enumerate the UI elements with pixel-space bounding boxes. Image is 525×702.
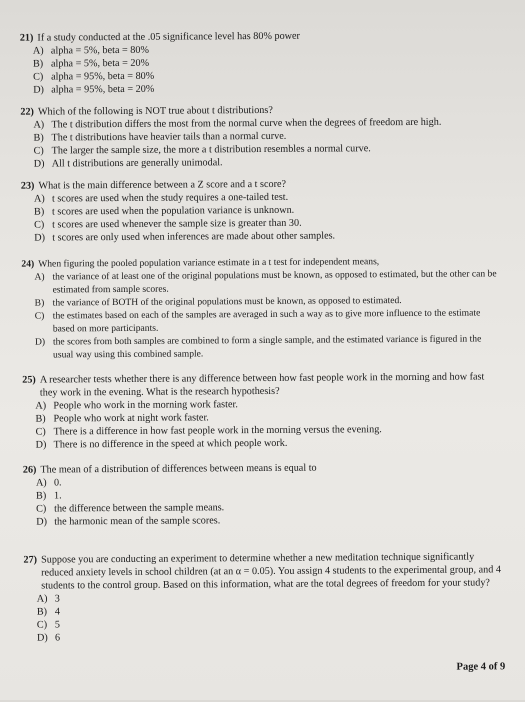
option-letter: A) <box>34 271 45 283</box>
option-text: the scores from both samples are combined to form a single sample, and the estimated variance is figured in the usual way using this combined sample. <box>52 333 482 361</box>
option-a <box>21 267 501 296</box>
question-number: 21) <box>19 32 34 44</box>
option-d <box>21 228 501 244</box>
option-letter: C) <box>35 426 46 438</box>
option-letter: A) <box>32 45 44 57</box>
option-text: t scores are only used when inferences are made about other samples. <box>52 230 336 244</box>
question-text: Suppose you are conducting an experiment to determine whether a new meditation technique significantly reduced anxiety levels in school children (at an α = 0.05). You assign 4 students to the experimental group, and 4 students to the control group. Based on this information, what are the total degrees of freedom for your study? <box>41 551 501 592</box>
option-text: There is no difference in the speed at which people work. <box>53 437 288 451</box>
option-letter: A) <box>35 477 47 489</box>
option-text: 1. <box>53 490 62 502</box>
option-letter: D) <box>33 158 45 170</box>
question-number: 24) <box>21 258 35 270</box>
question-26 <box>23 460 503 528</box>
question-number: 23) <box>20 180 35 192</box>
option-letter: B) <box>34 297 45 309</box>
question-23 <box>21 176 501 244</box>
option-letter: B) <box>33 206 45 218</box>
option-letter: C) <box>33 71 44 83</box>
option-text: the difference between the sample means. <box>54 502 225 515</box>
option-text: alpha = 5%, beta = 20% <box>50 57 150 70</box>
option-letter: D) <box>33 84 44 96</box>
question-stem <box>22 370 502 399</box>
question-text: If a study conducted at the .05 significance level has 80% power <box>37 30 300 44</box>
option-d <box>23 435 503 451</box>
question-number: 25) <box>22 374 36 386</box>
option-letter: B) <box>33 132 44 144</box>
option-c <box>22 306 502 335</box>
option-text: t scores are used when the population variance is unknown. <box>51 204 295 218</box>
option-letter: D) <box>34 232 46 244</box>
option-text: All t distributions are generally unimodal. <box>51 157 223 170</box>
option-letter: C) <box>34 219 45 231</box>
option-text: the estimates based on each of the samples are averaged in such a way as to give more influence to the estimate based on more participants. <box>52 307 481 335</box>
option-text: the harmonic mean of the sample scores. <box>54 515 221 528</box>
question-22 <box>20 102 500 170</box>
question-stem <box>23 550 505 592</box>
option-text: t scores are used when the study requires a one-tailed test. <box>51 191 289 205</box>
option-letter: D) <box>34 336 46 348</box>
question-text: A researcher tests whether there is any difference between how fast people work in the morning and how fast they work in the evening. What is the research hypothesis? <box>39 371 485 399</box>
option-text: There is a difference in how fast people work in the morning versus the evening. <box>53 424 382 438</box>
question-number: 22) <box>20 106 34 118</box>
option-letter: D) <box>36 632 48 644</box>
option-letter: C) <box>34 310 45 322</box>
page-number: Page 4 of 9 <box>456 661 506 673</box>
option-letter: C) <box>33 145 44 157</box>
option-text: 4 <box>54 606 60 618</box>
option-text: the variance of BOTH of the original populations must be known, as opposed to estimated. <box>52 295 402 309</box>
option-letter: B) <box>35 413 46 425</box>
question-number: 26) <box>22 464 37 476</box>
question-text: The mean of a distribution of differences between means is equal to <box>40 462 317 476</box>
option-text: The t distribution differs the most from the normal curve when the degrees of freedom are high. <box>51 116 442 131</box>
option-text: The larger the sample size, the more a t distribution resembles a normal curve. <box>51 143 371 157</box>
option-text: alpha = 5%, beta = 80% <box>50 44 150 57</box>
option-letter: D) <box>35 439 47 451</box>
option-letter: C) <box>36 503 47 515</box>
question-text: What is the main difference between a Z score and a t score? <box>38 178 287 192</box>
question-25 <box>22 370 503 451</box>
option-letter: A) <box>35 400 47 412</box>
option-letter: B) <box>32 58 44 70</box>
option-letter: A) <box>33 119 45 131</box>
option-d <box>23 512 503 528</box>
option-letter: D) <box>36 516 47 528</box>
option-text: t scores are used whenever the sample size is greater than 30. <box>52 217 302 231</box>
question-21 <box>20 28 500 96</box>
option-d <box>21 154 501 170</box>
question-text: Which of the following is NOT true about t distributions? <box>37 104 273 118</box>
option-letter: B) <box>35 490 47 502</box>
option-text: 5 <box>54 619 61 631</box>
option-d <box>22 332 502 361</box>
option-letter: A) <box>33 193 45 205</box>
option-letter: B) <box>36 606 48 618</box>
option-text: 6 <box>54 632 61 644</box>
question-text: When figuring the pooled population variance estimate in a t test for independent means, <box>38 256 380 270</box>
option-text: The t distributions have heavier tails than a normal curve. <box>51 130 287 144</box>
option-text: alpha = 95%, beta = 80% <box>51 70 155 83</box>
option-text: 0. <box>53 477 62 489</box>
option-text: the variance of at least one of the original populations must be known, as opposed to estimated, but the other can be estimated from sample scores. <box>52 268 497 296</box>
option-text: 3 <box>54 593 60 605</box>
option-text: People who work in the morning work faster. <box>53 399 238 412</box>
option-letter: A) <box>36 593 48 605</box>
question-27 <box>23 550 506 644</box>
question-number: 27) <box>23 554 38 566</box>
option-d <box>24 628 506 644</box>
option-text: People who work at night work faster. <box>53 412 209 425</box>
option-letter: C) <box>36 619 48 631</box>
option-d <box>20 80 500 96</box>
question-24 <box>21 254 502 361</box>
option-text: alpha = 95%, beta = 20% <box>51 83 155 96</box>
